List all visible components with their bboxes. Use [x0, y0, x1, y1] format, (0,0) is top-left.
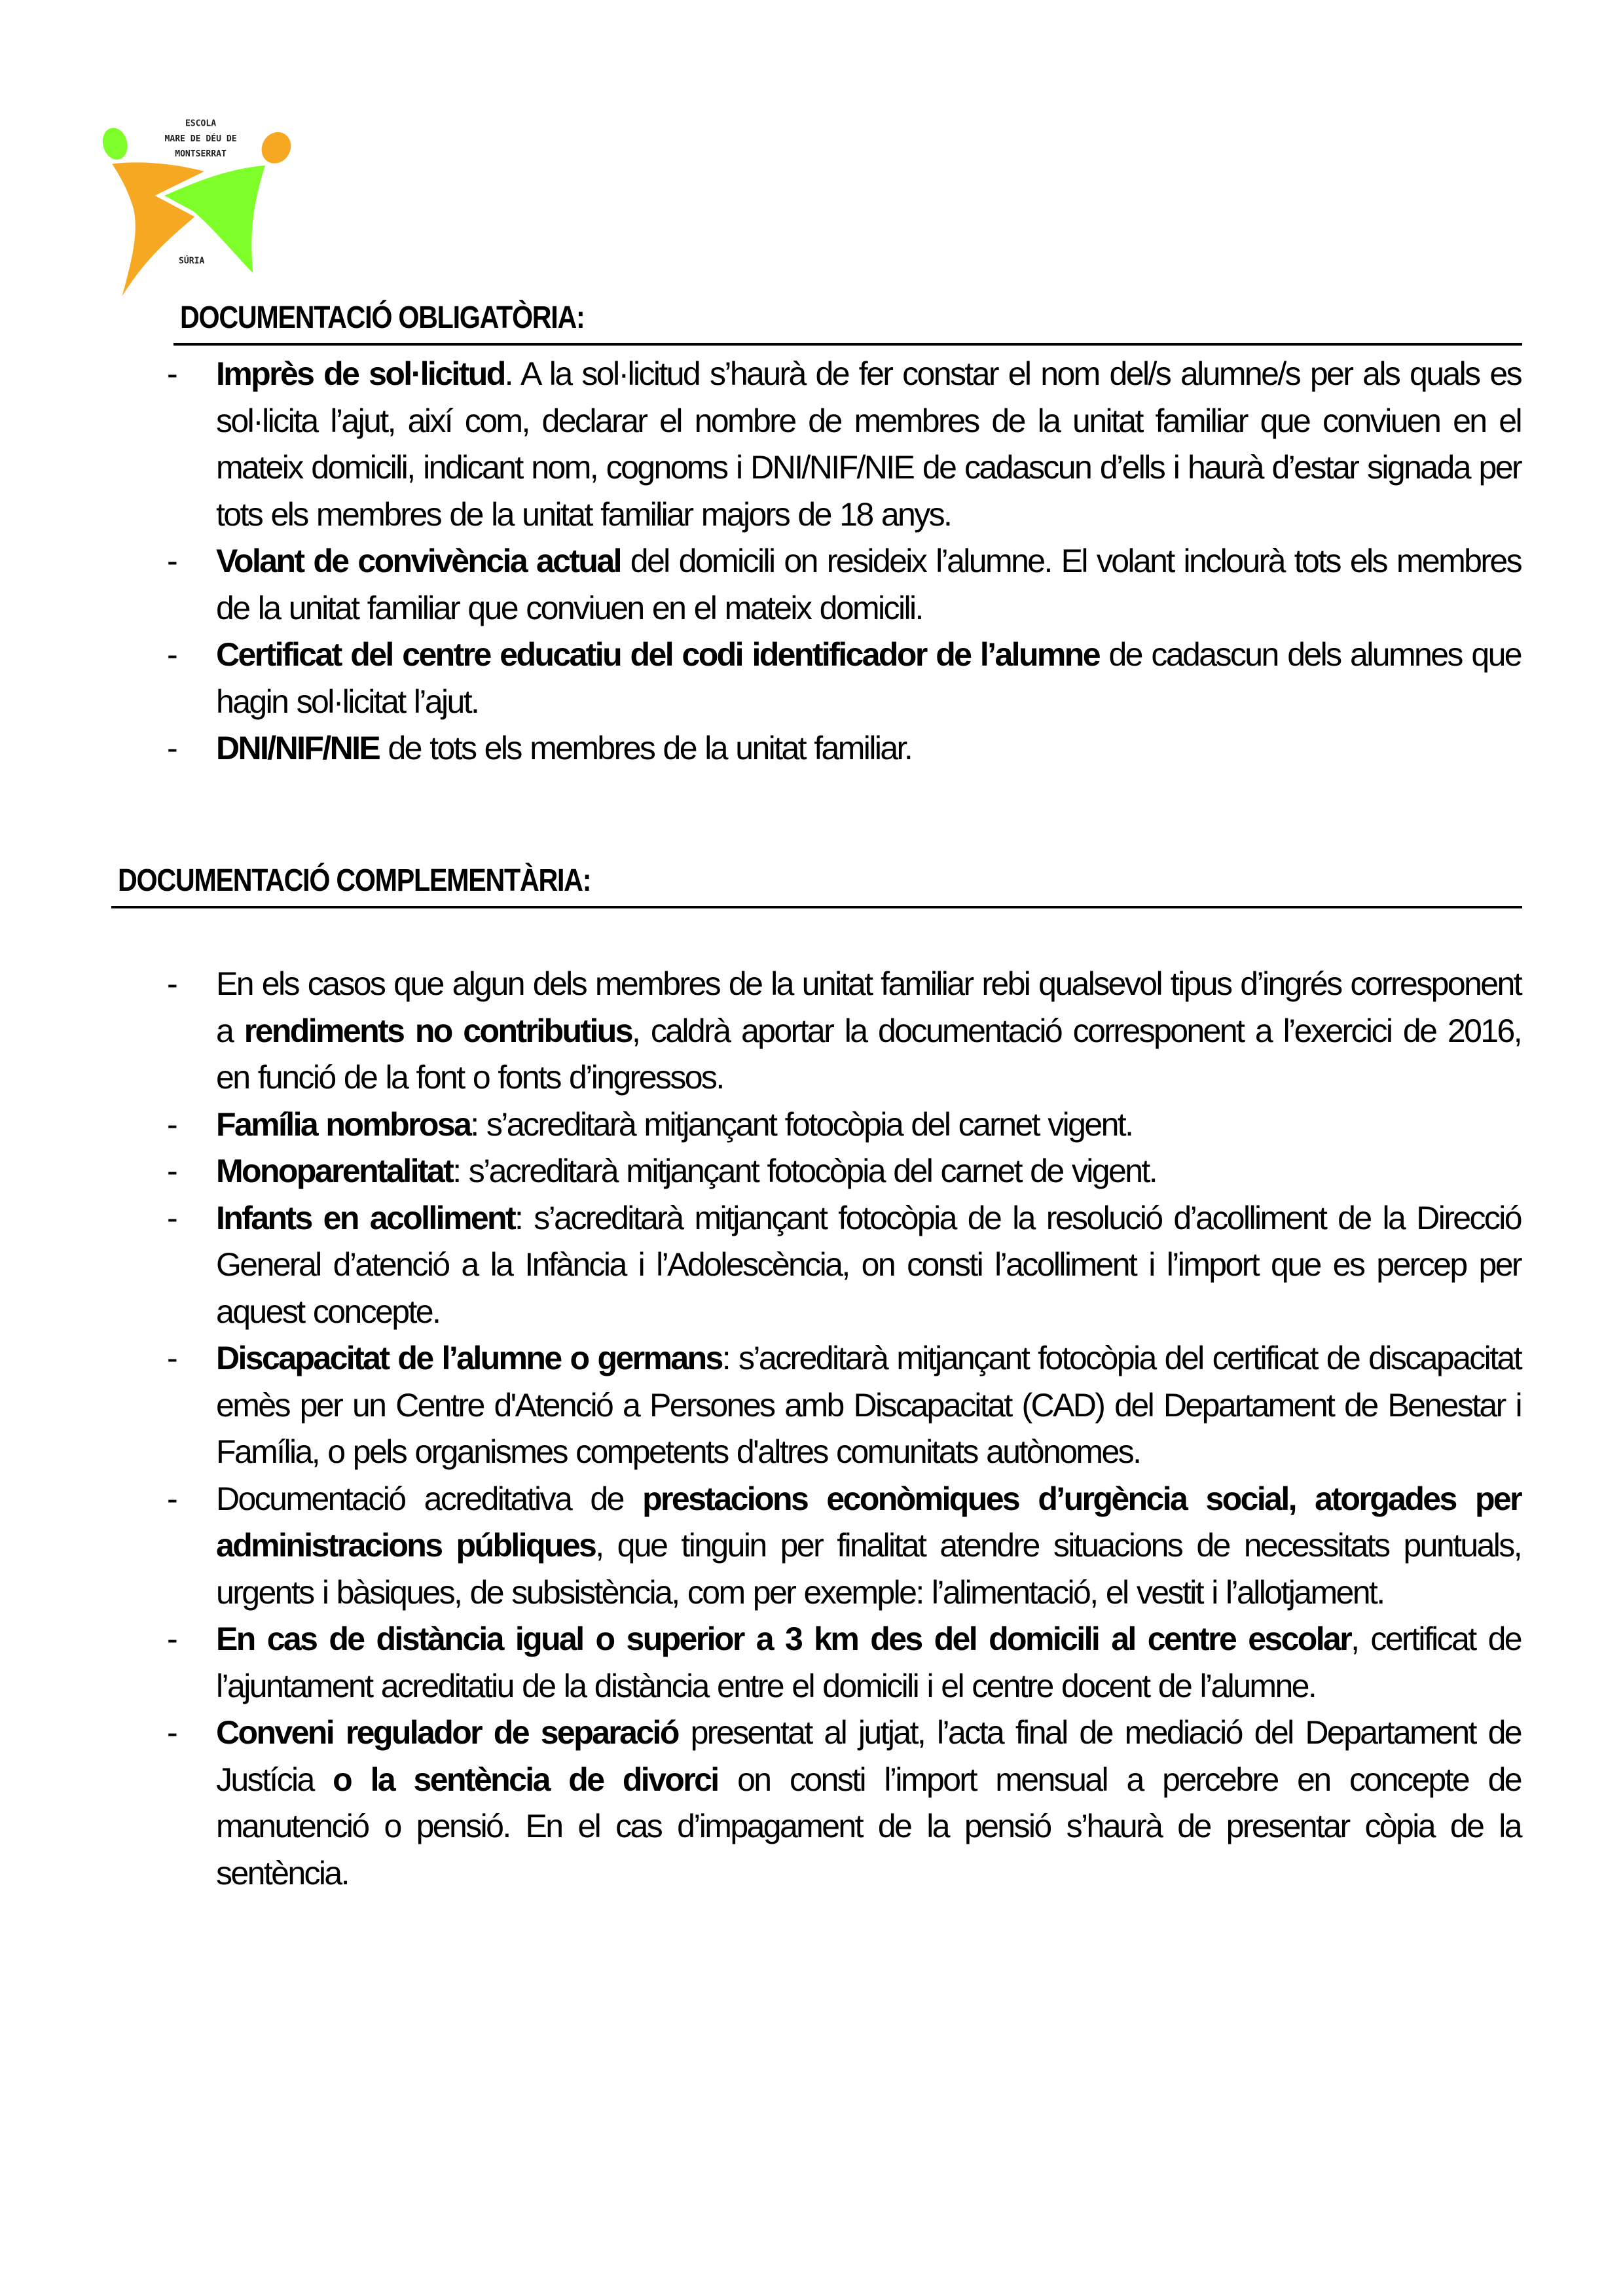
item-bold-label: Infants en acolliment — [216, 1199, 515, 1236]
item-bold-label: o la sentència de divorci — [333, 1761, 718, 1798]
item-text: del domicili on resideix l’alumne. El volant inclourà tots els membres de la unitat familiar que conviuen en el mateix domicili. — [216, 543, 1521, 626]
bullet-dash: - — [167, 543, 178, 579]
obligatory-documents-list — [167, 351, 1521, 772]
bullet-dash: - — [167, 1480, 178, 1517]
bullet-dash: - — [167, 355, 178, 392]
item-text: : s’acreditarà mitjançant fotocòpia del certificat de discapacitat emès per un Centre d'Atenció a Persones amb Discapacitat (CAD) del Departament de Benestar i Família, o pels organismes competents d'altres comunitats autònomes. — [216, 1340, 1521, 1470]
section-title-obligatoria: DOCUMENTACIÓ OBLIGATÒRIA: — [180, 300, 585, 335]
list-item — [167, 725, 1521, 772]
item-text: : s’acreditarà mitjançant fotocòpia del carnet de vigent. — [452, 1153, 1156, 1189]
item-text: . A la sol·licitud s’haurà de fer constar el nom del/s alumne/s per als quals es sol·licita l’ajut, així com, declarar el nombre de membres de la unitat familiar que conviuen en el mateix domicili, indicant nom, cognoms i DNI/NIF/NIE de cadascun d’ells i haurà d’estar signada per tots els membres de la unitat familiar majors de 18 anys. — [216, 355, 1522, 533]
bullet-dash: - — [167, 1340, 178, 1376]
item-text: , que tinguin per finalitat atendre situacions de necessitats puntuals, urgents i bàsiques, de subsistència, com per exemple: l’alimentació, el vestit i l’allotjament. — [216, 1527, 1522, 1611]
item-text: , caldrà aportar la documentació corresponent a l’exercici de 2016, en funció de la font o fonts d’ingressos. — [216, 1012, 1522, 1096]
logo-orange-head — [256, 127, 297, 169]
item-bold-label: Imprès de sol·licitud — [216, 355, 505, 392]
list-item — [167, 351, 1521, 538]
list-item — [167, 1195, 1521, 1336]
list-item — [167, 1148, 1521, 1195]
list-item — [167, 1616, 1521, 1710]
bullet-dash: - — [167, 1105, 178, 1143]
item-bold-label: Certificat del centre educatiu del codi identificador de l’alumne — [216, 636, 1099, 673]
item-text: Documentació acreditativa de — [216, 1480, 643, 1517]
list-item — [167, 1476, 1521, 1617]
item-bold-label: Conveni regulador de separació — [216, 1714, 678, 1751]
item-bold-label: Discapacitat de l’alumne o germans — [216, 1340, 722, 1376]
logo-text-mare-de-deu: MARE DE DÉU DE — [164, 134, 237, 144]
logo-text-montserrat: MONTSERRAT — [175, 149, 227, 159]
item-bold-label: DNI/NIF/NIE — [216, 730, 380, 766]
bullet-dash: - — [167, 965, 178, 1002]
logo-orange-figure — [112, 162, 204, 296]
item-text: En els casos que algun dels membres de la unitat familiar rebi qualsevol tipus d’ingrés corresponent a — [216, 965, 1521, 1049]
item-bold-label: En cas de distància igual o superior a 3 km des del domicili al centre escolar — [216, 1621, 1351, 1657]
list-item — [167, 1335, 1521, 1476]
bullet-dash: - — [167, 1153, 178, 1189]
item-bold-label: rendiments no contributius — [244, 1012, 632, 1049]
logo-text-escola: ESCOLA — [185, 118, 217, 129]
logo-text-suria: SÚRIA — [179, 256, 205, 266]
school-logo — [56, 62, 318, 311]
bullet-dash: - — [167, 636, 178, 673]
list-item — [167, 538, 1521, 632]
logo-green-head — [100, 125, 131, 162]
section-divider — [173, 343, 1522, 346]
bullet-dash: - — [167, 1621, 178, 1657]
item-text: de tots els membres de la unitat familiar. — [379, 730, 912, 766]
item-text: , certificat de l’ajuntament acreditatiu de la distància entre el domicili i el centre docent de l’alumne. — [216, 1621, 1522, 1704]
complementary-documents-list — [167, 961, 1521, 1897]
item-text: presentat al jutjat, l’acta final de mediació del Departament de Justícia — [216, 1714, 1521, 1798]
bullet-dash: - — [167, 730, 178, 766]
section-title-complementaria: DOCUMENTACIÓ COMPLEMENTÀRIA: — [118, 863, 591, 898]
bullet-dash: - — [167, 1714, 178, 1751]
list-item — [167, 961, 1521, 1102]
item-bold-label: prestacions econòmiques d’urgència social, atorgades per administracions públiques — [216, 1480, 1521, 1564]
item-text: : s’acreditarà mitjançant fotocòpia del carnet vigent. — [470, 1105, 1133, 1143]
item-text: on consti l’import mensual a percebre en concepte de manutenció o pensió. En el cas d’impagament de la pensió s’haurà de presentar còpia de la sentència. — [216, 1761, 1522, 1892]
item-bold-label: Volant de convivència actual — [216, 543, 621, 579]
list-item — [167, 1102, 1521, 1149]
item-bold-label: Família nombrosa — [216, 1105, 471, 1143]
item-text: de cadascun dels alumnes que hagin sol·licitat l’ajut. — [216, 636, 1521, 720]
section-divider — [111, 906, 1522, 908]
bullet-dash: - — [167, 1199, 178, 1236]
item-bold-label: Monoparentalitat — [216, 1153, 453, 1189]
item-text: : s’acreditarà mitjançant fotocòpia de la resolució d’acolliment de la Direcció General d’atenció a la Infància i l’Adolescència, on consti l’acolliment i l’import que es percep per aquest concepte. — [216, 1199, 1521, 1330]
list-item — [167, 1710, 1521, 1897]
list-item — [167, 632, 1521, 725]
